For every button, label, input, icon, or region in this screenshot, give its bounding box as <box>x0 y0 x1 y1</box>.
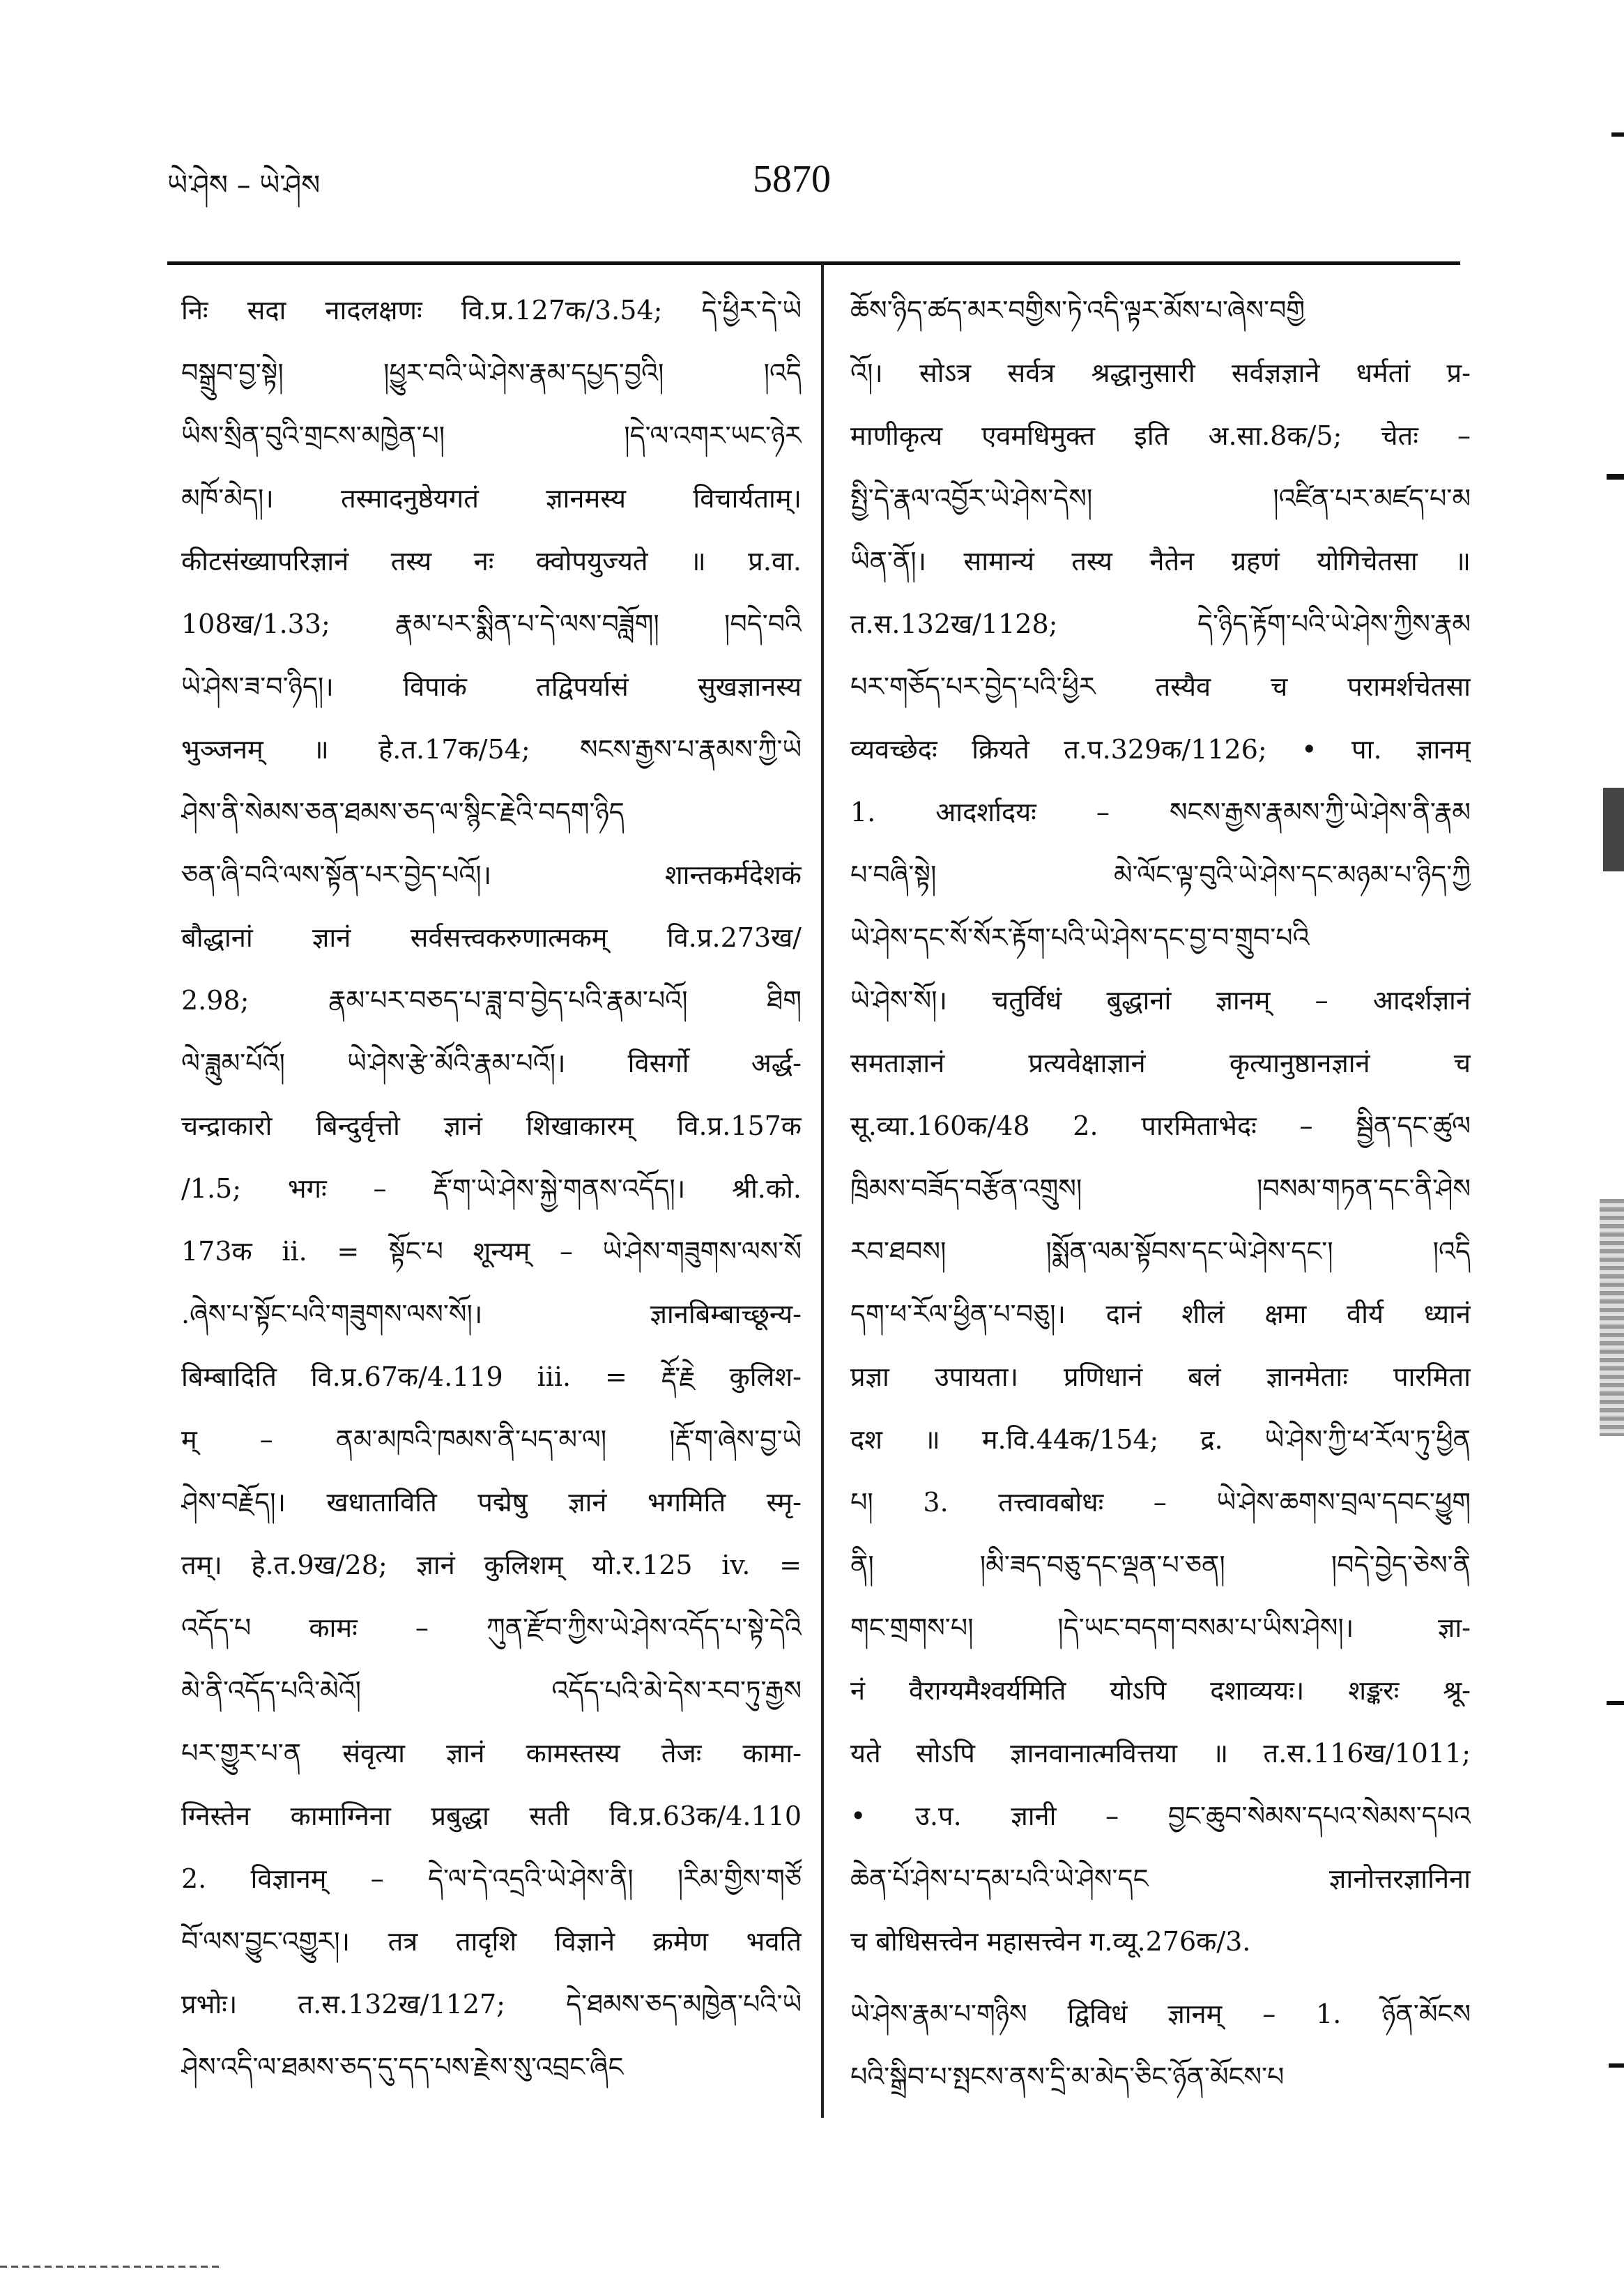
header-rule <box>167 261 1460 265</box>
text-line: .ཞེས་པ་སྟོང་པའི་གཟུགས་ལས་སོ།। ज्ञानबिम्बाच्छून्य- <box>181 1299 802 1329</box>
text-line: ཆོས་ཉིད་ཚད་མར་བགྱིས་ཏེ་འདི་ལྟར་མོས་པ་ཞེས་བགྱི <box>850 295 1305 326</box>
text-line: ཡེ་ཤེས་ཟ་བ་ཉིད།। विपाकं तद्विपर्यासं सुखज्ञानस्य <box>181 671 802 702</box>
text-line: बौद्धानां ज्ञानं सर्वसत्त्वकरुणात्मकम् वि.प्र.273ख/ <box>181 922 802 953</box>
text-line: यते सोऽपि ज्ञानवानात्मवित्तया ॥ त.स.116ख/1011; <box>850 1738 1471 1769</box>
text-line: चन्द्राकारो बिन्दुर्वृत्तो ज्ञानं शिखाकारम् वि.प्र.157क <box>181 1110 802 1141</box>
text-line: /1.5; भगः – རྡོ་ག་ཡེ་ཤེས་སྐྱེ་གནས་འདོད།। श्री.को. <box>181 1173 802 1204</box>
text-line: 2. विज्ञानम् – དེ་ལ་དེ་འདྲའི་ཡེ་ཤེས་ནི། །རིམ་གྱིས་གཙོ <box>181 1863 802 1894</box>
text-line: च बोधिसत्त्वेन महासत्त्वेन ग.व्यू.276क/3. <box>850 1926 1251 1957</box>
running-head: ཡེ་ཤེས – ཡེ་ཤེས <box>167 169 321 201</box>
page-number: 5870 <box>753 158 831 201</box>
text-line: འདོད་པ कामः – ཀུན་རྫོབ་ཀྱིས་ཡེ་ཤེས་འདོད་པ་སྟེ་དེའི <box>181 1612 802 1643</box>
text-line: ཡིན་ནོ།। सामान्यं तस्य नैतेन ग्रहणं योगिचेतसा ॥ <box>850 546 1471 577</box>
entry-headword-line: ཡེ་ཤེས་རྣམ་པ་གཉིས द्विविधं ज्ञानम् – 1. ཉོན་མོངས <box>850 1999 1471 2029</box>
text-line: ཁྲིམས་བཟོད་བརྩོན་འགྲུས། །བསམ་གཏན་དང་ནི་ཤེས <box>850 1173 1471 1204</box>
text-line: གང་གྲགས་པ། །དེ་ཡང་བདག་བསམ་པ་ཡིས་ཤེས།। ज्ञा- <box>850 1612 1471 1643</box>
text-line: त.स.132ख/1128; དེ་ཉིད་རྟོག་པའི་ཡེ་ཤེས་ཀྱིས་རྣམ <box>850 609 1471 639</box>
text-line: निः सदा नादलक्षणः वि.प्र.127क/3.54; དེ་ཕྱིར་དེ་ཡེ <box>181 295 802 326</box>
scan-edge-mark <box>0 2266 223 2268</box>
text-line: दश ॥ म.वि.44क/154; द्र. ཡེ་ཤེས་ཀྱི་ཕ་རོལ་ཏུ་ཕྱིན <box>850 1424 1471 1455</box>
text-line: माणीकृत्य एवमधिमुक्त इति अ.सा.8क/5; चेतः – <box>850 420 1471 451</box>
text-line: པ། 3. तत्त्वावबोधः – ཡེ་ཤེས་ཆགས་བྲལ་དབང་ཕྱུག <box>850 1487 1471 1518</box>
text-line: དག་ཕ་རོལ་ཕྱིན་པ་བཅུ།। दानं शीलं क्षमा वीर्य ध्यानं <box>850 1299 1471 1329</box>
text-line: བོ་ལས་བྱུང་འགྱུར།। तत्र तादृशि विज्ञाने क्रमेण भवति <box>181 1926 802 1957</box>
text-line: भुञ्जनम् ॥ हे.त.17क/54; སངས་རྒྱས་པ་རྣམས་ཀྱི་ཡེ <box>181 734 802 765</box>
scan-edge-mark <box>1603 788 1624 871</box>
scan-edge-mark <box>1600 1199 1624 1436</box>
text-line: समताज्ञानं प्रत्यवेक्षाज्ञानं कृत्यानुष्ठानज्ञानं च <box>850 1048 1471 1078</box>
text-line: व्यवच्छेदः क्रियते त.प.329क/1126; • पा. ज्ञानम् <box>850 734 1471 765</box>
right-column <box>850 279 1471 2105</box>
text-line: པར་གཅོད་པར་བྱེད་པའི་ཕྱིར तस्यैव च परामर्शचेतसा <box>850 671 1471 702</box>
text-line: ཤེས་བརྗོད།। खधाताविति पद्मेषु ज्ञानं भगमिति स्मृ- <box>181 1487 802 1518</box>
text-line: ཤེས་འདི་ལ་ཐམས་ཅད་དུ་དད་པས་རྗེས་སུ་འབྲང་ཞིང <box>181 2052 624 2082</box>
text-line: ཤེས་ནི་སེམས་ཅན་ཐམས་ཅད་ལ་སྙིང་རྗེའི་བདག་ཉིད <box>181 797 625 827</box>
text-line: 108ख/1.33; རྣམ་པར་སྨིན་པ་དེ་ལས་བཟློག། །བདེ་བའི <box>181 609 802 639</box>
left-column <box>181 279 802 2105</box>
text-line: 173क ii. = སྟོང་པ शून्यम् – ཡེ་ཤེས་གཟུགས་ལས་སོ <box>181 1236 802 1267</box>
text-line: ཆེན་པོ་ཤེས་པ་དམ་པའི་ཡེ་ཤེས་དང ज्ञानोत्तरज्ञानिना <box>850 1863 1471 1894</box>
text-line: कीटसंख्यापरिज्ञानं तस्य नः क्वोपयुज्यते ॥ प्र.वा. <box>181 546 802 577</box>
text-line: बिम्बादिति वि.प्र.67क/4.119 iii. = རྡོ་རྗེ कुलिश- <box>181 1361 802 1392</box>
scan-edge-mark <box>1607 1701 1624 1705</box>
text-line: འོ།। सोऽत्र सर्वत्र श्रद्धानुसारी सर्वज्ञज्ञाने धर्मतां प्र- <box>850 358 1471 388</box>
column-divider <box>821 264 824 2118</box>
text-line: म् – ནམ་མཁའི་ཁམས་ནི་པད་མ་ལ། །རྡོ་ག་ཞེས་བྱ་ཡེ <box>181 1424 802 1455</box>
text-line: མཁོ་མེད།। तस्मादनुष्ठेयगतं ज्ञानमस्य विचार्यताम्। <box>181 483 802 514</box>
text-line: རབ་ཐབས། །སྨོན་ལམ་སྟོབས་དང་ཡེ་ཤེས་དང་། །འདི <box>850 1236 1471 1267</box>
text-line: ཡིས་སྲིན་བུའི་གྲངས་མཁྱེན་པ། །དེ་ལ་འགར་ཡང་ཉེར <box>181 420 802 451</box>
text-line: ནི། །མི་ཟད་བཅུ་དང་ལྡན་པ་ཅན། །བདེ་བྱེད་ཅེས་ནི <box>850 1550 1471 1580</box>
text-line: པའི་སྒྲིབ་པ་སྤངས་ནས་དྲི་མ་མེད་ཅིང་ཉོན་མོངས་པ <box>850 2061 1285 2092</box>
text-line: ལེ་ཟླུམ་པོའོ། ཡེ་ཤེས་རྩེ་མོའི་རྣམ་པའོ།। विसर्गो अर्द्ध- <box>181 1048 802 1078</box>
text-line: ཡེ་ཤེས་སོ།। चतुर्विधं बुद्धानां ज्ञानम् – आदर्शज्ञानं <box>850 985 1471 1016</box>
text-line: प्रज्ञा उपायता। प्रणिधानं बलं ज्ञानमेताः पारमिता <box>850 1361 1471 1392</box>
scan-edge-mark <box>1611 132 1624 137</box>
scan-edge-mark <box>1609 2063 1624 2068</box>
text-line: པར་གྱུར་པ་ན संवृत्या ज्ञानं कामस्तस्य तेजः कामा- <box>181 1738 802 1769</box>
text-line: ཡེ་ཤེས་དང་སོ་སོར་རྟོག་པའི་ཡེ་ཤེས་དང་བྱ་བ་གྲུབ་པའི <box>850 922 1310 953</box>
text-line: སྤྱི་དེ་རྣལ་འབྱོར་ཡེ་ཤེས་དེས། །འཛིན་པར་མཛད་པ་མ <box>850 483 1471 514</box>
text-line: सू.व्या.160क/48 2. पारमिताभेदः – སྦྱིན་དང་ཚུལ <box>850 1110 1471 1141</box>
text-line: • उ.प. ज्ञानी – བྱང་ཆུབ་སེམས་དཔའ་སེམས་དཔའ <box>850 1801 1471 1831</box>
text-line: नं वैराग्यमैश्वर्यमिति योऽपि दशाव्ययः। शङ्करः श्रू- <box>850 1675 1471 1706</box>
text-line: བསྒྲུབ་བྱ་སྟེ། །ཕྱུར་བའི་ཡེ་ཤེས་རྣམ་དཔྱད་བྱའི། །འདི <box>181 358 802 388</box>
text-line: 2.98; རྣམ་པར་བཅད་པ་ཟླ་བ་བྱེད་པའི་རྣམ་པའོ། ཐིག <box>181 985 802 1016</box>
text-line: པ་བཞི་སྟེ། མེ་ལོང་ལྟ་བུའི་ཡེ་ཤེས་དང་མཉམ་པ་ཉིད་ཀྱི <box>850 860 1471 890</box>
text-line: ग्निस्तेन कामाग्निना प्रबुद्धा सती वि.प्र.63क/4.110 <box>181 1801 802 1831</box>
text-line: མེ་ནི་འདོད་པའི་མེའོ། འདོད་པའི་མེ་དེས་རབ་ཏུ་རྒྱས <box>181 1675 802 1706</box>
text-line: तम्। हे.त.9ख/28; ज्ञानं कुलिशम् यो.र.125 iv. = <box>181 1550 802 1580</box>
text-line: प्रभोः। त.स.132ख/1127; དེ་ཐམས་ཅད་མཁྱེན་པའི་ཡེ <box>181 1989 802 2020</box>
scan-edge-mark <box>1607 474 1624 480</box>
text-line: 1. आदर्शादयः – སངས་རྒྱས་རྣམས་ཀྱི་ཡེ་ཤེས་ནི་རྣམ <box>850 797 1471 827</box>
text-line: ཅན་ཞི་བའི་ལས་སྟོན་པར་བྱེད་པའོ།। शान्तकर्मदेशकं <box>181 860 802 890</box>
